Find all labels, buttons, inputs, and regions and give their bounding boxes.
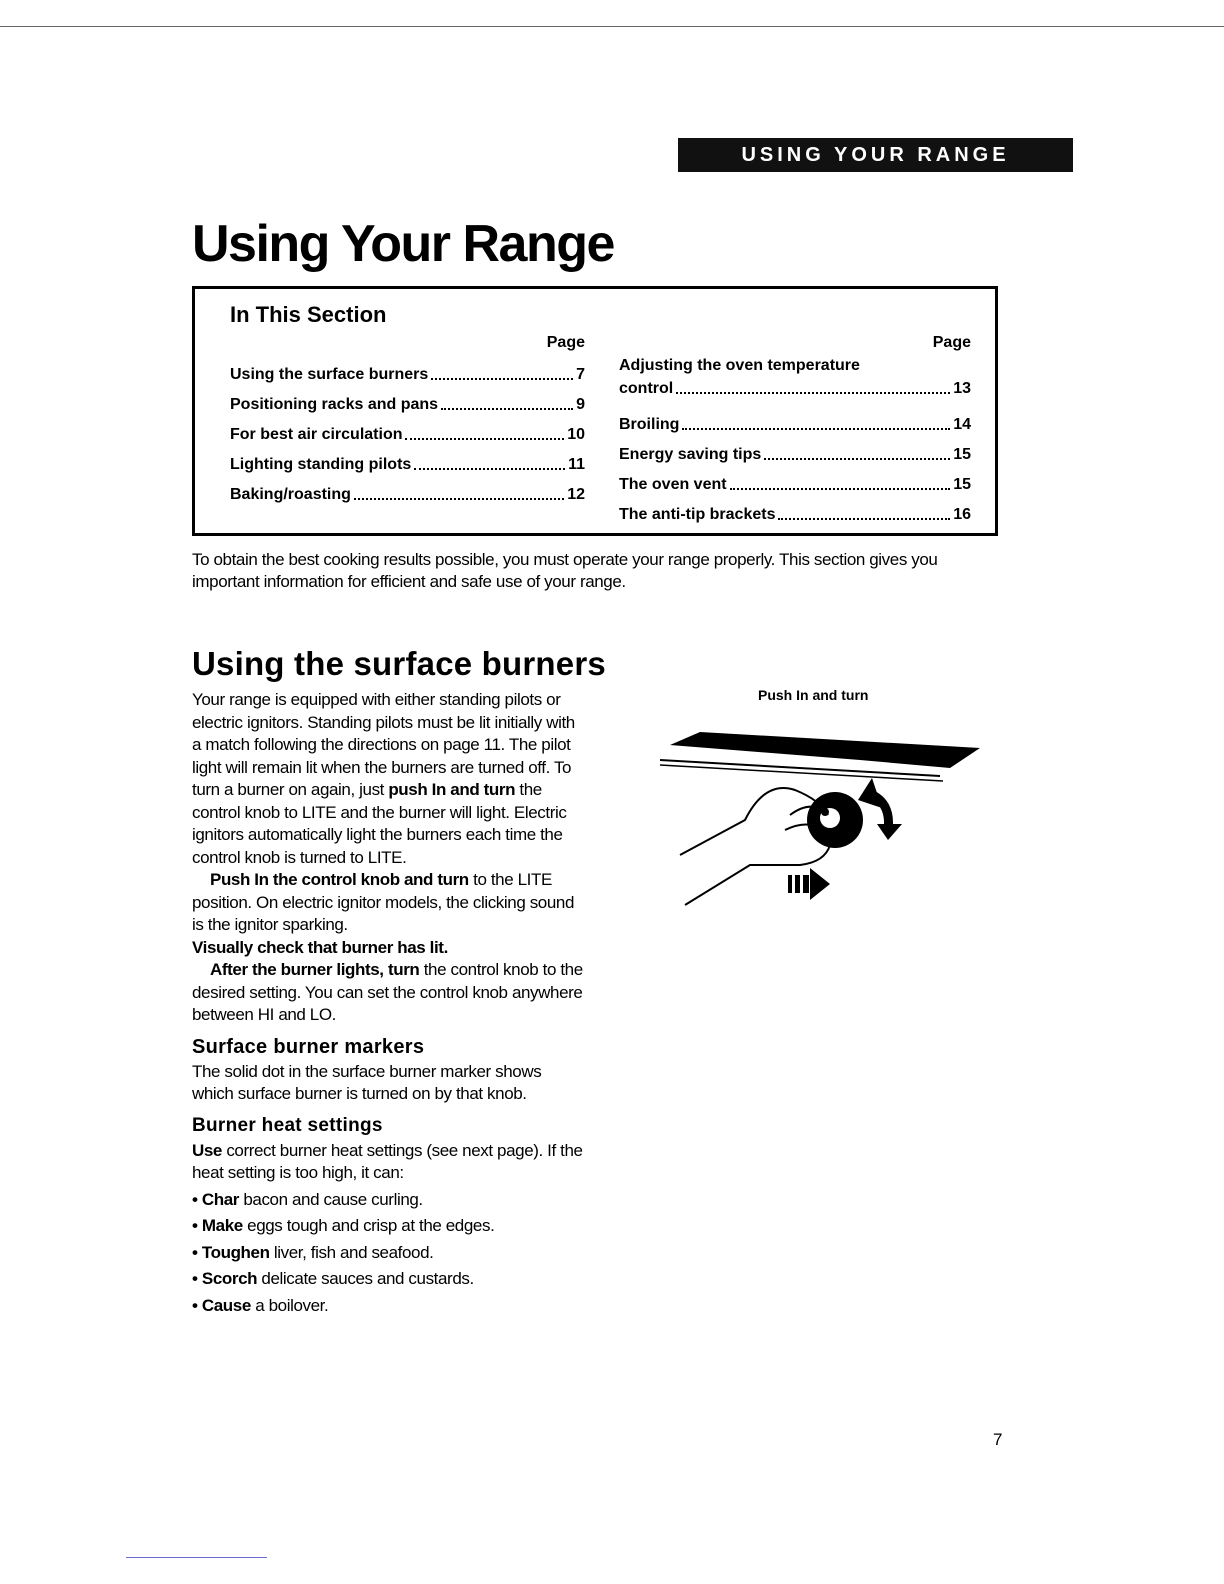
text-run: liver, fish and seafood. — [269, 1242, 434, 1262]
toc-entry[interactable] — [619, 435, 971, 465]
toc-entry[interactable] — [619, 405, 971, 435]
intro-paragraph: To obtain the best cooking results possible, you must operate your range properly. This section gives you important information for efficient and safe use of your range. — [192, 550, 938, 591]
toc-entry-page: 15 — [953, 446, 971, 463]
text-run: a boilover. — [250, 1295, 329, 1315]
emphasis: • Toughen — [192, 1242, 270, 1262]
dot-leader — [764, 458, 950, 460]
section-contents-box — [192, 286, 998, 536]
toc-entry-title-cont: control — [619, 380, 674, 397]
push-arrow-icon — [788, 868, 830, 900]
list-item — [192, 1266, 584, 1293]
text-run: delicate sauces and custards. — [257, 1269, 474, 1288]
emphasis: Use — [192, 1140, 222, 1160]
subsection-heading: Burner heat settings — [192, 1114, 383, 1136]
toc-entry[interactable] — [230, 355, 585, 385]
toc-entry-page: 14 — [953, 416, 971, 433]
emphasis: • Scorch — [192, 1269, 258, 1288]
toc-entry[interactable] — [619, 495, 971, 525]
toc-entry[interactable] — [619, 355, 971, 405]
toc-entry-page: 13 — [953, 380, 971, 397]
dot-leader — [730, 488, 951, 490]
list-item — [192, 1240, 584, 1267]
paragraph — [192, 689, 584, 869]
paragraph — [192, 959, 584, 1027]
section-title: Using the surface burners — [192, 645, 606, 682]
text-run: the control knob to the desired setting. You can set the control knob anywhere between HI and LO. — [192, 960, 583, 1024]
control-panel-edge — [660, 732, 980, 781]
toc-entry-page: 10 — [567, 426, 585, 443]
paragraph: The solid dot in the surface burner marker shows which surface burner is turned on by that knob. — [192, 1061, 542, 1103]
toc-entry-title: The anti-tip brackets — [619, 506, 776, 523]
toc-entry-title: Adjusting the oven temperature — [619, 357, 860, 374]
toc-entry-page: 12 — [567, 486, 585, 503]
text-run: Your range is equipped with either standing pilots or electric ignitors. Standing pilots must be lit initially with a match following the directions on page 11. The pilot light will remain lit when the burners are turned off. To turn a burner on again, just — [192, 690, 575, 799]
rotate-arrow-icon — [858, 778, 902, 840]
toc-entry-title: For best air circulation — [230, 426, 403, 443]
list-item — [192, 1187, 584, 1214]
toc-entry[interactable] — [230, 445, 585, 475]
section-banner: USING YOUR RANGE — [678, 138, 1073, 172]
dot-leader — [414, 468, 565, 470]
contents-left-column — [230, 331, 585, 505]
toc-entry-title: Using the surface burners — [230, 366, 429, 383]
text-run: bacon and cause curling. — [239, 1189, 423, 1209]
emphasis: • Char — [192, 1189, 240, 1209]
toc-entry-title: Energy saving tips — [619, 446, 762, 463]
toc-entry-title: The oven vent — [619, 476, 727, 493]
dot-leader — [778, 518, 950, 520]
page-title: Using Your Range — [192, 215, 614, 273]
page-number: 7 — [993, 1430, 1003, 1449]
toc-entry-page: 16 — [953, 506, 971, 523]
bullet-list — [192, 1187, 584, 1320]
toc-entry[interactable] — [230, 415, 585, 445]
toc-entry-title: Lighting standing pilots — [230, 456, 412, 473]
toc-entry-page: 9 — [576, 396, 585, 413]
toc-entry-title: Broiling — [619, 416, 680, 433]
toc-entry-title: Positioning racks and pans — [230, 396, 439, 413]
page-column-header: Page — [932, 334, 971, 351]
toc-entry-line — [619, 377, 971, 399]
top-rule — [0, 26, 1224, 27]
text-run: eggs tough and crisp at the edges. — [242, 1216, 495, 1235]
dot-leader — [441, 408, 573, 410]
toc-entry[interactable] — [230, 385, 585, 415]
subsection-heading: Surface burner markers — [192, 1035, 425, 1058]
emphasis: Push In the control knob and turn — [210, 870, 469, 889]
dot-leader — [431, 378, 573, 380]
emphasis: After the burner lights, turn — [210, 960, 420, 979]
list-item — [192, 1213, 584, 1240]
dot-leader — [405, 438, 564, 440]
emphasis: • Cause — [192, 1295, 251, 1315]
toc-entry[interactable] — [230, 475, 585, 505]
text-run: correct burner heat settings (see next page). If the heat setting is too high, it can: — [192, 1140, 583, 1182]
dot-leader — [354, 498, 564, 500]
toc-entry-title: Baking/roasting — [230, 486, 351, 503]
emphasis: • Make — [192, 1216, 243, 1235]
paragraph — [192, 1140, 584, 1185]
emphasis: Visually check that burner has lit. — [192, 937, 448, 957]
paragraph — [192, 869, 584, 937]
figure-caption: Push In and turn — [758, 687, 869, 703]
toc-entry-page: 11 — [568, 456, 585, 473]
toc-entry[interactable] — [619, 465, 971, 495]
toc-entry-page: 7 — [576, 366, 585, 383]
emphasis: push In and turn — [388, 780, 516, 799]
bottom-rule — [126, 1557, 267, 1558]
contents-heading: In This Section — [230, 302, 387, 327]
body-column — [192, 689, 584, 1319]
list-item — [192, 1293, 584, 1320]
dot-leader — [676, 392, 950, 394]
text-run: the control knob to LITE and the burner will light. Electric ignitors automatically light the burners each time the control knob is turned to LITE. — [192, 780, 567, 867]
page-column-header: Page — [546, 334, 585, 351]
push-and-turn-knob-illustration — [660, 720, 990, 920]
text-run: to the LITE position. On electric ignitor models, the clicking sound is the ignitor sparking. — [192, 870, 575, 934]
dot-leader — [682, 428, 950, 430]
paragraph — [192, 937, 584, 960]
contents-right-column — [619, 331, 971, 525]
toc-entry-page: 15 — [953, 476, 971, 493]
